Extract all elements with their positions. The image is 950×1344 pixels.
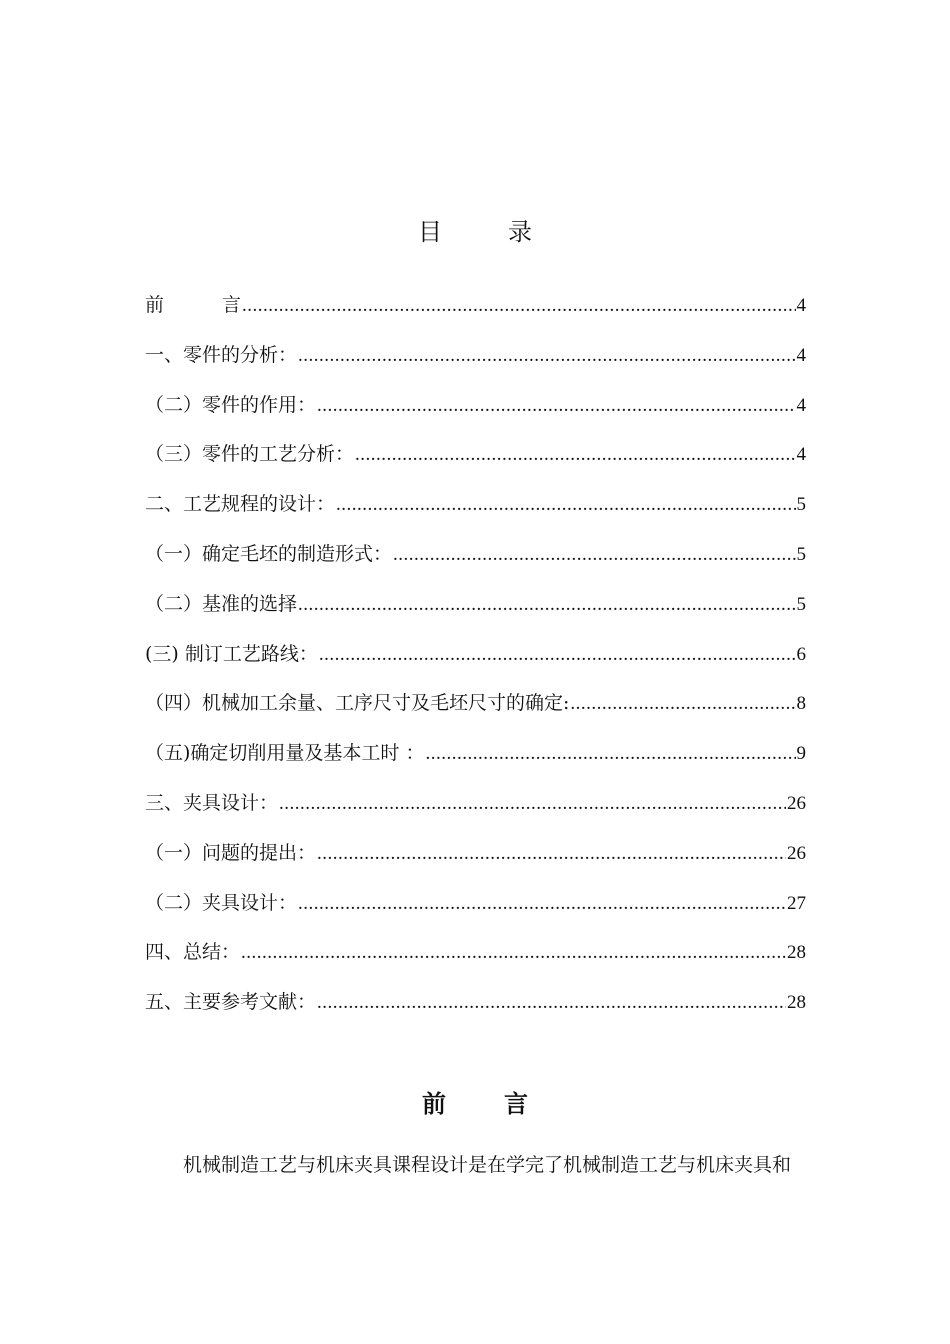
toc-entry-label: （二）零件的作用： <box>145 393 317 416</box>
toc-leader-dots <box>298 893 786 915</box>
toc-leader-dots <box>242 295 795 317</box>
toc-leader-dots <box>393 544 795 566</box>
toc-entry[interactable] <box>145 390 806 440</box>
toc-entry-page: 27 <box>787 892 806 914</box>
toc-leader-dots <box>317 843 786 865</box>
toc-entry-page: 4 <box>796 344 806 366</box>
toc-entry[interactable] <box>145 937 806 987</box>
toc-entry-page: 28 <box>787 942 806 964</box>
toc-entry[interactable] <box>145 539 806 589</box>
toc-leader-dots <box>298 345 795 367</box>
preface-paragraph: 机械制造工艺与机床夹具课程设计是在学完了机械制造工艺与机床夹具和 <box>183 1154 792 1176</box>
toc-entry-page: 4 <box>796 394 806 416</box>
toc-entry-page: 6 <box>796 643 806 665</box>
toc-leader-dots <box>279 793 786 815</box>
toc-entries <box>145 340 806 1037</box>
toc-entry[interactable] <box>145 489 806 539</box>
toc-entry-label: （二）基准的选择 <box>145 592 298 615</box>
toc-entry-label: 五、主要参考文献： <box>145 991 317 1014</box>
preface-heading: 前 言 <box>422 1089 528 1118</box>
toc-title-char-2: 录 <box>508 218 532 246</box>
toc-entry-label: 四、总结： <box>145 941 241 964</box>
toc-entry[interactable] <box>145 987 806 1037</box>
toc-leader-dots <box>570 693 795 715</box>
toc-entry-label: （一）确定毛坯的制造形式： <box>145 542 393 565</box>
toc-leader-dots <box>319 644 796 666</box>
toc-leader-dots <box>298 594 795 616</box>
toc-entry-label: (三) 制订工艺路线： <box>145 642 318 665</box>
toc-entry[interactable] <box>145 340 806 390</box>
toc-title-char-1: 目 <box>418 218 442 246</box>
toc-leader-dots <box>241 942 786 964</box>
toc-entry[interactable] <box>145 788 806 838</box>
toc-entry[interactable] <box>145 639 806 689</box>
toc-entry-label: 前 言 <box>145 294 242 316</box>
toc-entry-page: 8 <box>796 693 806 715</box>
toc-entry-page: 4 <box>796 295 806 316</box>
toc-entry[interactable] <box>145 688 806 738</box>
toc-leader-dots <box>317 395 795 417</box>
toc-leader-dots <box>336 494 795 516</box>
toc-entry-label: 一、零件的分析： <box>145 343 298 366</box>
toc-entry-page: 9 <box>796 743 806 765</box>
toc-entry-label: （四）机械加工余量、工序尺寸及毛坯尺寸的确定: <box>145 692 570 715</box>
toc-entry-page: 5 <box>796 494 806 516</box>
toc-leader-dots <box>355 444 795 466</box>
toc-entry-page: 4 <box>796 444 806 466</box>
toc-entry-preface[interactable] <box>145 290 806 340</box>
toc-entry[interactable] <box>145 838 806 888</box>
toc-entry-label: （二）夹具设计： <box>145 891 298 914</box>
toc-entry-label: （五)确定切削用量及基本工时 ： <box>145 742 425 765</box>
toc-entry[interactable] <box>145 888 806 938</box>
toc-entry[interactable] <box>145 589 806 639</box>
toc-entry-label: 三、夹具设计： <box>145 791 279 814</box>
toc-entry-label: （三）零件的工艺分析： <box>145 443 355 466</box>
toc-entry-page: 5 <box>796 593 806 615</box>
toc-entry[interactable] <box>145 738 806 788</box>
toc-entry-page: 26 <box>787 842 806 864</box>
table-of-contents <box>145 290 806 1037</box>
toc-entry-page: 28 <box>787 992 806 1014</box>
toc-entry-label: 二、工艺规程的设计： <box>145 493 336 516</box>
toc-entry-label: （一）问题的提出： <box>145 841 317 864</box>
toc-title <box>0 212 950 247</box>
toc-leader-dots <box>317 992 786 1014</box>
toc-entry-page: 26 <box>787 792 806 814</box>
toc-entry-page: 5 <box>796 543 806 565</box>
toc-entry[interactable] <box>145 439 806 489</box>
toc-leader-dots <box>425 743 795 765</box>
